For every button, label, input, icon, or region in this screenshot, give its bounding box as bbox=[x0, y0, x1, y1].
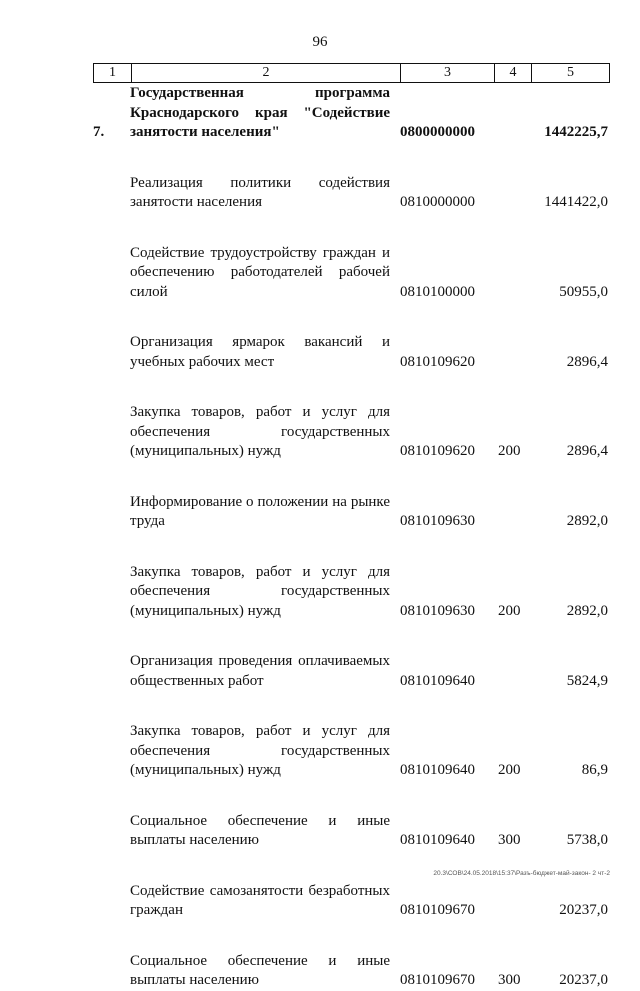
row-sum: 1441422,0 bbox=[544, 194, 608, 210]
row-name: Содействие трудоустройству граждан и обеспечению работодателей рабочей силой bbox=[130, 244, 390, 300]
page-number: 96 bbox=[312, 34, 328, 50]
row-name: Организация проведения оплачиваемых общественных работ bbox=[130, 653, 390, 689]
row-code: 0810109640 bbox=[400, 672, 475, 689]
row-sum: 20237,0 bbox=[559, 972, 608, 988]
row-sum: 86,9 bbox=[581, 762, 608, 778]
row-name: Информирование о положении на рынке труда bbox=[130, 493, 390, 529]
row-sum: 2896,4 bbox=[566, 353, 608, 370]
row-sum: 1442225,7 bbox=[544, 124, 608, 140]
row-code: 0810109640 bbox=[400, 832, 475, 848]
table-row bbox=[93, 812, 608, 851]
row-code: 0810109670 bbox=[400, 972, 475, 988]
row-number: 7. bbox=[93, 124, 105, 140]
row-sum: 5738,0 bbox=[566, 832, 608, 848]
row-kvr: 200 bbox=[498, 443, 521, 459]
table-row bbox=[93, 403, 608, 462]
column-header-1: 1 bbox=[94, 64, 132, 83]
row-name: Закупка товаров, работ и услуг для обеспечения государственных (муниципальных) нужд bbox=[130, 404, 390, 459]
row-sum: 5824,9 bbox=[566, 672, 608, 689]
row-code: 0810109640 bbox=[400, 762, 475, 778]
column-header-table bbox=[93, 63, 610, 83]
row-code: 0800000000 bbox=[400, 124, 475, 140]
row-name: Закупка товаров, работ и услуг для обеспечения государственных (муниципальных) нужд bbox=[130, 723, 390, 778]
row-code: 0810109670 bbox=[400, 902, 475, 918]
row-code: 0810109630 bbox=[400, 513, 475, 529]
column-header-4: 4 bbox=[495, 64, 532, 83]
column-header-2: 2 bbox=[132, 64, 401, 83]
row-code: 0810109620 bbox=[400, 353, 475, 370]
table-row bbox=[93, 563, 608, 622]
column-header-5: 5 bbox=[532, 64, 610, 83]
row-name: Государственная программа Краснодарского края "Содействие занятости населения" bbox=[130, 85, 390, 140]
row-sum: 20237,0 bbox=[559, 902, 608, 918]
table-row bbox=[93, 84, 608, 143]
row-code: 0810109620 bbox=[400, 443, 475, 459]
row-name: Содействие самозанятости безработных граждан bbox=[130, 882, 390, 918]
table-row bbox=[93, 652, 608, 691]
document-footer: 20.3\СОВ\24.05.2018\15:37\Разъ-бюджет-май-закон- 2 чт-2 bbox=[433, 870, 610, 877]
table-row bbox=[93, 722, 608, 781]
table-row bbox=[93, 244, 608, 303]
row-sum: 2892,0 bbox=[566, 602, 608, 619]
table-row bbox=[93, 952, 608, 991]
row-name: Закупка товаров, работ и услуг для обеспечения государственных (муниципальных) нужд bbox=[130, 563, 390, 619]
row-name: Социальное обеспечение и иные выплаты населению bbox=[130, 812, 390, 848]
row-name: Организация ярмарок вакансий и учебных рабочих мест bbox=[130, 334, 390, 370]
budget-rows bbox=[93, 84, 608, 991]
table-row bbox=[93, 333, 608, 372]
row-code: 0810100000 bbox=[400, 283, 475, 300]
row-sum: 50955,0 bbox=[559, 283, 608, 300]
row-name: Социальное обеспечение и иные выплаты населению bbox=[130, 952, 390, 988]
row-kvr: 200 bbox=[498, 762, 521, 778]
row-kvr: 200 bbox=[498, 602, 521, 619]
row-sum: 2892,0 bbox=[566, 513, 608, 529]
row-code: 0810000000 bbox=[400, 194, 475, 210]
table-row bbox=[93, 882, 608, 921]
row-kvr: 300 bbox=[498, 832, 521, 848]
row-code: 0810109630 bbox=[400, 602, 475, 619]
table-row bbox=[93, 493, 608, 532]
column-header-3: 3 bbox=[401, 64, 495, 83]
row-kvr: 300 bbox=[498, 972, 521, 988]
row-sum: 2896,4 bbox=[566, 443, 608, 459]
row-name: Реализация политики содействия занятости населения bbox=[130, 174, 390, 210]
table-row bbox=[93, 174, 608, 213]
